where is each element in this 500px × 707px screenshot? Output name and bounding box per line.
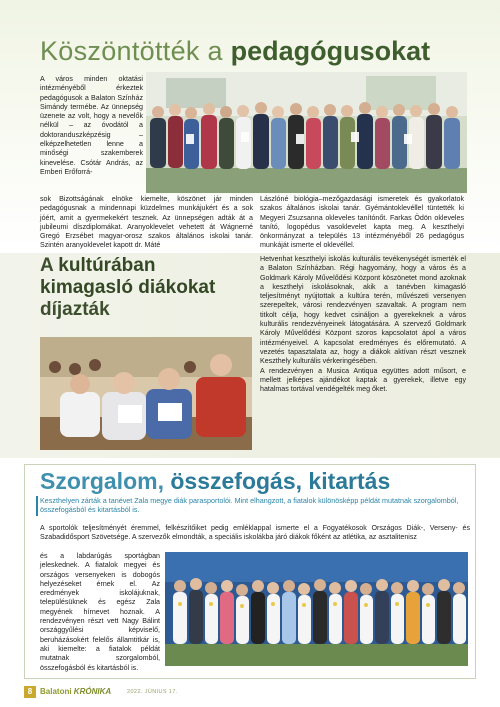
article-column-wide xyxy=(40,195,253,251)
article-culture-body xyxy=(260,255,466,394)
article-pedagogues xyxy=(0,0,500,253)
logo-word-2: KRÓNIKA xyxy=(73,687,112,696)
article-parasport-intro xyxy=(40,524,470,543)
headline-bold: pedagógusokat xyxy=(230,36,431,66)
paragraph: Lászlóné biológia–mezőgazdasági ismeretek és gyakorlatok szakos általános iskolai tanár. Gyémántoklevéllel tüntették ki Megyeri Zsuzsanna okleveles tanítónőt. Farkas Ödön okleveles tanító, logopédus vasoklevelet kapta meg. A keszthelyi önkormányzat a település 13 intézményéből 26 pedagógus munkáját ismerte el oklevéllel. xyxy=(260,195,464,250)
paragraph: Hetvenhat keszthelyi iskolás kulturális tevékenységét ismerték el a Balaton Színházban. Régi hagyomány, hogy a város és a Goldmark Károly Művelődési Központ köszönetet mond azoknak a keszthelyi iskolásoknak, akik a tanévben kimagasló teljesítményt nyújtottak a kultúra terén, művészeti versenyen szerepeltek, városi rendezvényen szavaltak. A program nem titkolt célja, hogy kedvet csináljon a gyerekeknek a város kulturális rendezvényeinek látogatására. A szervező Goldmark Károly Művelődési Központ szoros kapcsolatot ápol a város intézményeivel. A kapcsolat eredményes és előremutató. A vezetés tapasztalata az, hogy a diákok aktívan részt vesznek Keszthely kulturális vérkeringésében. xyxy=(260,255,466,366)
paragraph: A sportolók teljesítményét éremmel, felkészítőiket pedig emléklappal ismerte el a Fogyatékosok Országos Diák-, Verseny- és Szabadidősport Szövetsége. A szervezők elmondták, a speciális iskolákba járó diákok főként az atlétika, az asztalitenisz xyxy=(40,524,470,542)
headline-pedagogues xyxy=(40,36,430,66)
paragraph: és a labdarúgás sportágban jeleskednek. A fiatalok megyei és országos versenyeken is dobogós helyezéseket érnek el. Az eredmények iskolájuknak, településüknek és egész Zala megyének hírnevet hoznak. A rendezvényen részt vett Nagy Bálint országgyűlési képviselő, beruházásokért felelős államtitkár is, aki kiemelte: a fiatalok példát mutatnak szorgalomból, összefogásból és kitartásból is. xyxy=(40,552,160,672)
article-column-left xyxy=(40,75,143,177)
photo-students-award xyxy=(40,337,252,450)
lead-rule xyxy=(36,496,38,516)
publication-logo xyxy=(40,686,111,698)
headline-light: Köszöntötték a xyxy=(40,36,231,66)
headline-light: Szorgalom, xyxy=(40,468,171,494)
logo-word-1: Balatoni xyxy=(40,687,72,696)
headline-bold: kultúrában kimagasló diákokat xyxy=(40,255,216,298)
paragraph: sok Bizottságának elnöke kiemelte, köszönet jár minden pedagógusnak a mindennapi küzdelmes munkájukért és a sok jóért, amit a gyermekekért tesznek. Az ünnepségen adták át a jubileumi díszdiplomákat. Aranyoklevelet vehetett át Wágnerné Gregó Erzsébet magyar-orosz szakos általános iskolai tanár. Szintén aranyoklevelet kapott dr. Máté xyxy=(40,195,253,250)
article-parasport-column xyxy=(40,552,160,673)
page-footer xyxy=(24,686,476,700)
headline-culture xyxy=(40,255,250,321)
photo-parasport-group xyxy=(165,552,468,666)
article-lead: Keszthelyen zárták a tanévet Zala megye diák parasportolói. Mint elhangzott, a fiatalok különösképp példát mutatnak szorgalomból, összefogásból és kitartásból is. xyxy=(40,496,459,515)
headline-post: díjazták xyxy=(40,299,110,320)
paragraph: A város minden oktatási intézményéből érkeztek pedagógusok a Balaton Színház Simándy termébe. Az ünnepség üzenete az volt, hogy a nevelők nélkül – az óvodától a doktoranduszképzésig – elképzelhetetlen lenne a minőségi szakemberek kinevelése. Csótár András, az Emberi Erőforrá- xyxy=(40,75,143,176)
headline-pre: A xyxy=(40,255,59,276)
photo-pedagogues-group xyxy=(146,72,467,193)
headline-parasport xyxy=(40,468,390,494)
article-parasport xyxy=(0,458,500,707)
issue-date: 2022. JÚNIUS 17. xyxy=(127,689,178,695)
article-column-right xyxy=(260,195,464,251)
page-number: 8 xyxy=(24,686,36,698)
paragraph: A rendezvényen a Musica Antiqua együttes adott műsort, e mellett jelképes ajándékot kaptak a gyerekek, illetve egy hatalmas tortával vendégelték meg őket. xyxy=(260,366,466,394)
article-culture xyxy=(0,253,500,458)
headline-bold: összefogás, kitartás xyxy=(170,468,391,494)
